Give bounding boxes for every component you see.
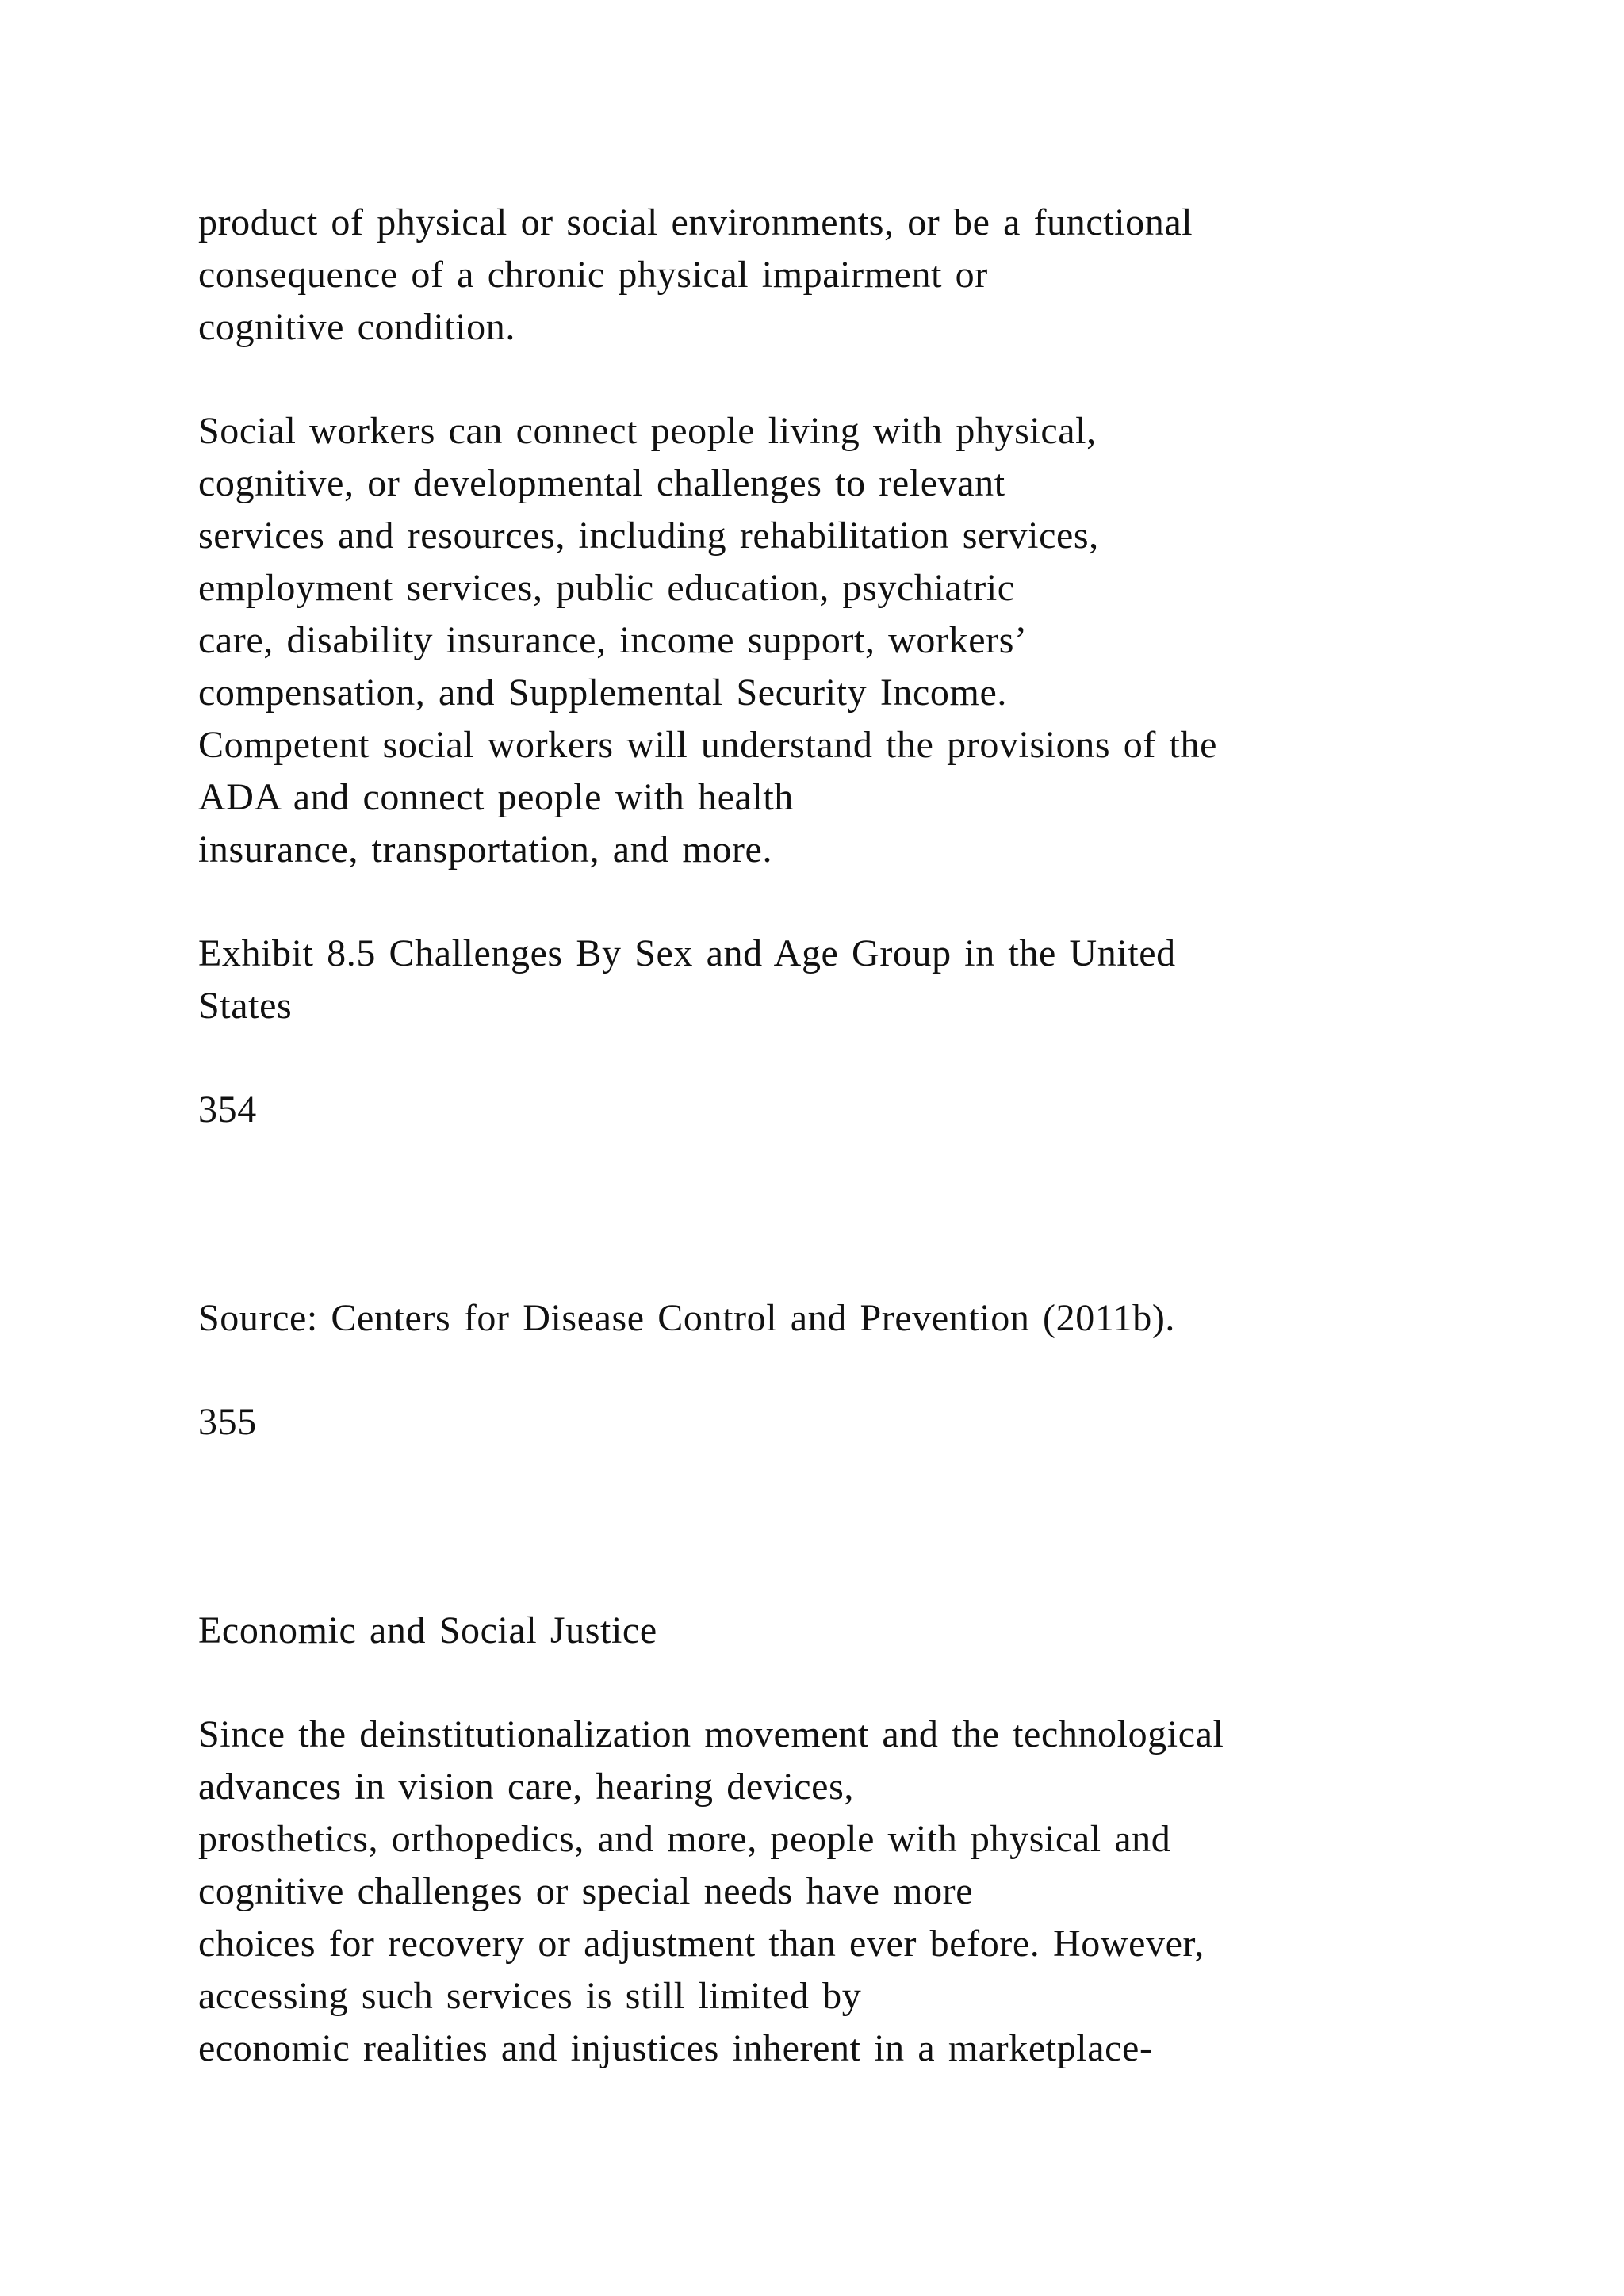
section-heading: Economic and Social Justice — [198, 1609, 657, 1651]
page-number-355: 355 — [198, 1401, 257, 1443]
paragraph-3-line-6: accessing such services is still limited by — [198, 1975, 862, 2017]
paragraph-2-line-2: cognitive, or developmental challenges to relevant — [198, 462, 1005, 504]
paragraph-2-line-8: ADA and connect people with health — [198, 776, 794, 818]
exhibit-caption-line-2: States — [198, 985, 293, 1027]
paragraph-3-line-3: prosthetics, orthopedics, and more, people with physical and — [198, 1818, 1171, 1860]
paragraph-2-line-4: employment services, public education, psychiatric — [198, 567, 1015, 609]
paragraph-2-line-3: services and resources, including rehabilitation services, — [198, 515, 1099, 557]
source-note: Source: Centers for Disease Control and Prevention (2011b). — [198, 1297, 1176, 1339]
paragraph-3-line-7: economic realities and injustices inherent in a marketplace- — [198, 2027, 1153, 2069]
paragraph-2-line-6: compensation, and Supplemental Security Income. — [198, 672, 1007, 714]
paragraph-2-line-9: insurance, transportation, and more. — [198, 828, 773, 871]
page-number-354: 354 — [198, 1089, 257, 1131]
paragraph-1-line-3: cognitive condition. — [198, 306, 515, 348]
paragraph-3-line-5: choices for recovery or adjustment than ever before. However, — [198, 1923, 1205, 1965]
paragraph-3-line-2: advances in vision care, hearing devices, — [198, 1766, 854, 1808]
paragraph-2-line-5: care, disability insurance, income support, workers’ — [198, 619, 1028, 661]
exhibit-caption-line-1: Exhibit 8.5 Challenges By Sex and Age Group in the United — [198, 932, 1176, 974]
paragraph-1-line-1: product of physical or social environments, or be a functional — [198, 201, 1193, 243]
paragraph-2-line-7: Competent social workers will understand the provisions of the — [198, 724, 1217, 766]
paragraph-3-line-1: Since the deinstitutionalization movement and the technological — [198, 1713, 1224, 1755]
paragraph-1-line-2: consequence of a chronic physical impairment or — [198, 254, 988, 296]
paragraph-3-line-4: cognitive challenges or special needs have more — [198, 1870, 974, 1912]
paragraph-2-line-1: Social workers can connect people living with physical, — [198, 410, 1097, 452]
